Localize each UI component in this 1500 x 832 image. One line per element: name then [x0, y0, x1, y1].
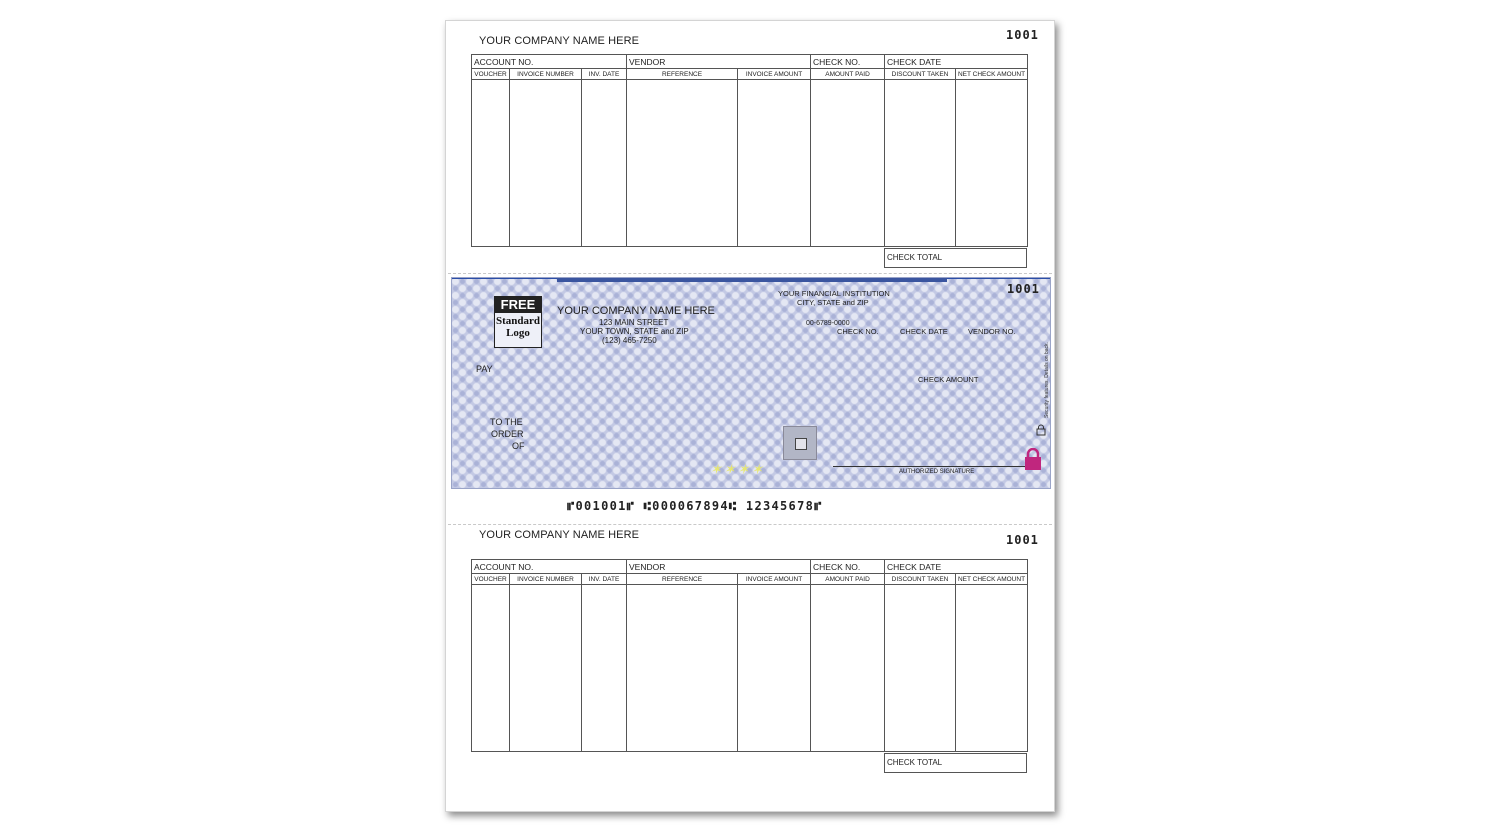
account-no-header: ACCOUNT NO.	[472, 560, 627, 574]
top-stub-table	[471, 54, 1028, 247]
net-check-amount-header: NET CHECK AMOUNT	[956, 574, 1028, 585]
small-lock-icon	[1036, 424, 1046, 436]
security-padlock-icon	[1024, 448, 1042, 470]
top-stub-company-name: YOUR COMPANY NAME HERE	[479, 35, 640, 47]
check-date-label: CHECK DATE	[900, 327, 948, 336]
invoice-amount-header: INVOICE AMOUNT	[738, 574, 811, 585]
check-address-line-1: 123 MAIN STREET	[599, 318, 669, 327]
bottom-stub-check-number: 1001	[1006, 533, 1039, 547]
top-stub-check-total: CHECK TOTAL	[884, 248, 1027, 268]
vendor-no-label: VENDOR NO.	[968, 327, 1016, 336]
check-microprint-band	[557, 278, 947, 282]
net-check-amount-header: NET CHECK AMOUNT	[956, 69, 1028, 80]
logo-free-label: FREE	[495, 297, 541, 313]
bottom-stub-table	[471, 559, 1028, 752]
micr-line: ⑈001001⑈ ⑆000067894⑆ 12345678⑈	[567, 499, 823, 513]
top-stub-check-number: 1001	[1006, 28, 1039, 42]
check-date-header: CHECK DATE	[885, 560, 1028, 574]
security-features-text: Security features. Details on back.	[1044, 342, 1050, 418]
voucher-header: VOUCHER	[472, 69, 510, 80]
check-address-line-2: YOUR TOWN, STATE and ZIP	[580, 327, 689, 336]
free-standard-logo	[494, 296, 542, 348]
bottom-stub-company-name: YOUR COMPANY NAME HERE	[479, 529, 640, 541]
security-hologram-icon	[783, 426, 817, 460]
invoice-amount-header: INVOICE AMOUNT	[738, 69, 811, 80]
check-no-header: CHECK NO.	[811, 560, 885, 574]
bottom-stub-header-row-2	[472, 574, 1028, 585]
pay-label: PAY	[476, 364, 493, 374]
perforation-line-bottom	[448, 524, 1052, 525]
inv-date-header: INV. DATE	[582, 574, 627, 585]
bottom-stub-header-row-1	[472, 560, 1028, 574]
check-document-sheet	[445, 20, 1055, 812]
top-stub-header-row-2	[472, 69, 1028, 80]
routing-fraction: 00-6789-0000	[806, 320, 850, 327]
check-company-name: YOUR COMPANY NAME HERE	[557, 305, 715, 317]
check-amount-label: CHECK AMOUNT	[918, 375, 979, 384]
authorized-signature-label: AUTHORIZED SIGNATURE	[899, 469, 975, 475]
invoice-number-header: INVOICE NUMBER	[510, 574, 582, 585]
amount-paid-header: AMOUNT PAID	[811, 574, 885, 585]
order-label: ORDER	[491, 429, 524, 439]
reference-header: REFERENCE	[627, 69, 738, 80]
check-no-header: CHECK NO.	[811, 55, 885, 69]
check-body	[451, 277, 1051, 489]
signature-line	[833, 466, 1028, 467]
account-no-header: ACCOUNT NO.	[472, 55, 627, 69]
vendor-header: VENDOR	[627, 55, 811, 69]
logo-standard-label: Standard	[495, 315, 541, 327]
vendor-header: VENDOR	[627, 560, 811, 574]
bottom-stub-check-total: CHECK TOTAL	[884, 753, 1027, 773]
security-watermark: ✶✶✶✶	[710, 461, 765, 477]
bottom-stub-body-row	[472, 585, 1028, 752]
reference-header: REFERENCE	[627, 574, 738, 585]
top-stub-body-row	[472, 80, 1028, 247]
check-phone: (123) 465-7250	[602, 336, 657, 345]
voucher-header: VOUCHER	[472, 574, 510, 585]
check-no-label: CHECK NO.	[837, 327, 879, 336]
check-date-header: CHECK DATE	[885, 55, 1028, 69]
invoice-number-header: INVOICE NUMBER	[510, 69, 582, 80]
top-stub-header-row-1	[472, 55, 1028, 69]
to-the-label: TO THE	[490, 417, 523, 427]
amount-paid-header: AMOUNT PAID	[811, 69, 885, 80]
perforation-line	[448, 273, 1052, 274]
discount-taken-header: DISCOUNT TAKEN	[885, 574, 956, 585]
check-number: 1001	[1007, 282, 1040, 296]
of-label: OF	[512, 441, 525, 451]
bank-name: YOUR FINANCIAL INSTITUTION	[778, 289, 890, 298]
discount-taken-header: DISCOUNT TAKEN	[885, 69, 956, 80]
logo-logo-label: Logo	[506, 327, 530, 339]
bank-city: CITY, STATE and ZIP	[797, 298, 869, 307]
inv-date-header: INV. DATE	[582, 69, 627, 80]
